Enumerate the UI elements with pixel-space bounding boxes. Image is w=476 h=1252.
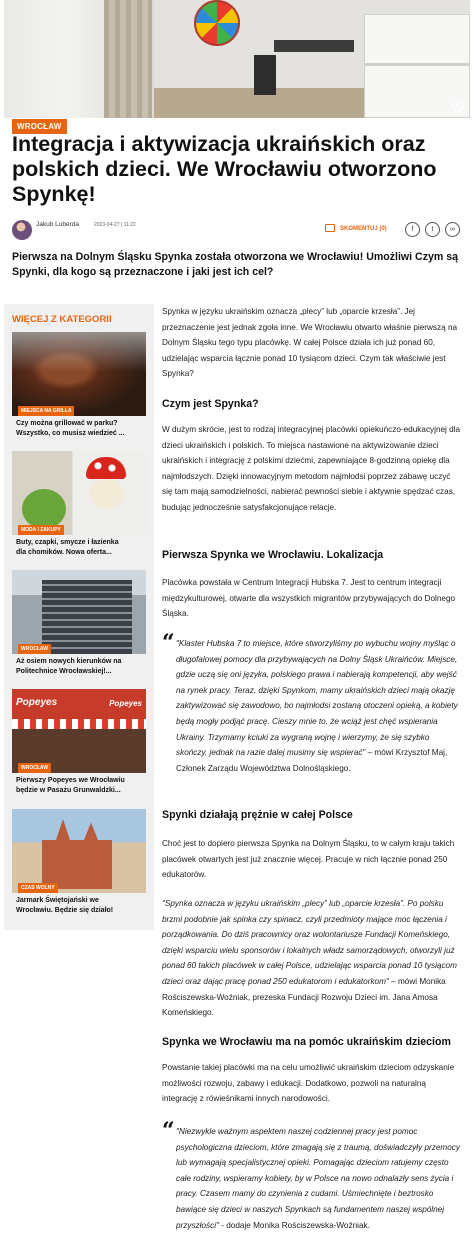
hamster-shape (90, 479, 124, 509)
related-card[interactable] (12, 451, 146, 558)
twitter-icon[interactable]: t (425, 222, 440, 237)
related-card-headline[interactable]: Pierwszy Popeyes we Wrocławiu będzie w Pasażu Grunwaldzki... (16, 777, 125, 794)
quote-italic: "Spynka oznacza w języku ukraińskim „plecy” lub „oparcie krzesła”. Po polsku brzmi podobnie jak spinka czy spinacz, czyli przedmioty mające moc łączenia i porządkowania. Do dziś pracownicy oraz wolontariusze Fundacji Komeńskiego, dzięki wsparciu wielu sponsorów i lokalnych władz samorządowych, otworzyli już ponad 60 takich placówek w całej Polsce, udzielając wsparcia ponad 10 tysiącom dzieci oraz dając pracę ponad 250 edukatorom i edukatorkom" (162, 899, 457, 986)
related-card[interactable] (12, 689, 146, 796)
building-shape (42, 580, 132, 654)
paragraph-what-is: W dużym skrócie, jest to rodzaj integracyjnej placówki opiekuńczo-edukacyjnej dla dzieci ukraińskich i polskich. To miejsca nastawione na aktywizowanie dzieci ukraińskich i integrację z polskimi dziećmi, zapewniające 8-godzinną opiekę dla najmłodszych. Dzięki innowacyjnym metodom najmłodsi poprzez zabawę uczyć się tam mają samodzielności, nabierać pewności siebie i aktywnie spędzać czas, budując jednocześnie satysfakcjonujące relacje. (162, 425, 461, 512)
related-card-category[interactable]: MODA I ZAKUPY (18, 525, 64, 535)
article-lead: Pierwsza na Dolnym Śląsku Spynka została otworzona we Wrocławiu! Umożliwi Czym są Spynki, dla kogo są przeznaczone i jaki jest ich cel? (12, 251, 459, 278)
related-card-image[interactable] (12, 451, 146, 535)
quote-italic: "Niezwykle ważnym aspektem naszej codziennej pracy jest pomoc psychologiczna dzieciom, które zmagają się z traumą, doświadczyły przemocy lub wymagają specjalistycznej opieki. Pomagając dzieciom ratujemy często całe rodziny, wspieramy kobiety, by w Polsce na nowo odnalazły sens życia i pracy. Czasem mamy do czynienia z cudami. Uśmiechnięte i beztrosko bawiące się dzieci w naszych Spynkach są fundamentem naszej wspólnej przyszłości" (176, 1127, 460, 1230)
related-card-image[interactable] (12, 689, 146, 773)
hero-image (4, 0, 470, 118)
related-card-headline[interactable]: Buty, czapki, smycze i łazienka dla chomików. Nowa oferta... (16, 539, 119, 556)
article-meta (12, 220, 464, 242)
mushroom-hat-shape (86, 457, 126, 479)
related-card-image[interactable] (12, 332, 146, 416)
heading-what-is: Czym jest Spynka? (162, 398, 259, 410)
author-avatar[interactable] (12, 220, 32, 240)
hero-curtain (104, 0, 152, 118)
heading-first-spynka: Pierwsza Spynka we Wrocławiu. Lokalizacja (162, 549, 384, 561)
quote-text (176, 636, 460, 776)
related-card[interactable] (12, 809, 146, 916)
comments-link[interactable]: SKOMENTUJ (0) (340, 226, 387, 232)
publish-date: 2023-04-27 (94, 222, 120, 228)
popeyes-logo: Popeyes (16, 697, 58, 708)
awning-shape (12, 719, 146, 729)
heading-help: Spynka we Wrocławiu ma na pomóc ukraińskim dzieciom (162, 1036, 451, 1048)
quote-author: - dodaje Monika Rościszewska-Woźniak. (218, 1220, 370, 1230)
hero-table (274, 40, 354, 52)
related-sidebar (4, 304, 154, 930)
related-card-category[interactable]: MIEJSCA NA GRILLA (18, 406, 74, 416)
link-icon[interactable]: ∞ (445, 222, 460, 237)
related-card-category[interactable]: WROCŁAW (18, 763, 51, 773)
quote-author: – mówi Krzysztof Maj, Członek Zarządu Województwa Dolnośląskiego. (176, 748, 448, 773)
related-card-image[interactable] (12, 570, 146, 654)
paragraph-intro: Spynka w języku ukraińskim oznacza „plecy” lub „oparcie krzesła”. Jej przeznaczenie jest jednak zgoła inne. We Wrocławiu otwarto właśnie pierwszą na Dolnym Śląsku tego typu placówkę. W całej Polsce działa ich już ponad 60, udzielając wsparcia łącznie ponad 10 tysiącom dzieci. Czym tak właściwie jest Spynka? (162, 307, 458, 379)
quote-text (176, 1124, 460, 1233)
sidebar-heading: WIĘCEJ Z KATEGORII (12, 314, 112, 325)
hero-color-wheel (194, 0, 240, 46)
quote-mark-icon: “ (162, 1118, 175, 1144)
related-card-headline[interactable]: Aż osiem nowych kierunków na Politechnice Wrocławskiej!... (16, 658, 122, 675)
comment-icon[interactable] (325, 224, 335, 232)
related-card-headline[interactable]: Czy można grillować w parku? Wszystko, co musisz wiedzieć ... (16, 420, 125, 437)
related-card[interactable] (12, 332, 146, 439)
related-card[interactable] (12, 570, 146, 677)
related-card-category[interactable]: CZAS WOLNY (18, 883, 58, 893)
quote-author: – mówi Monika Rościszewska-Woźniak, prezeska Fundacji Rozwoju Dzieci im. Jana Amosa Komeńskiego. (162, 976, 446, 1018)
publish-time: 11:22 (123, 222, 136, 228)
quote-italic: "Klaster Hubska 7 to miejsce, które stworzyliśmy po wybuchu wojny myśląc o długofalowej pomocy dla przybywających na Dolny Śląsk Ukraińców. Miejsce, gdzie uczą się oni języka, polskiego prawa i nabierają kompetencji, aby wejść na rynek pracy. Teraz, dzięki Spynkom, mamy ukraińskich dzieci mają okazję zaktywizować się zawodowo, bo najmłodsi zostaną otoczeni opieką, a kobiety będą mogły podjąć pracę. Cieszy mnie to, że wciąż jest chęć wspierania Ukrainy. Trzymamy kciuki za wygraną wojnę i wierzymy, że się szybko skończy, jednak na razie dalej musimy się wspierać" (176, 639, 458, 758)
article-title: Integracja i aktywizacja ukraińskich oraz polskich dzieci. We Wrocławiu otworzono Spynkę! (12, 132, 437, 206)
paragraph-help: Powstanie takiej placówki ma na celu umożliwić ukraińskim dzieciom odzyskanie możliwości rozwoju, zabawy i edukacji. Dodatkowo, pozwoli na naturalną integrację z rówieśnikami innych narodowości. (162, 1063, 455, 1104)
town-hall-shape (42, 819, 112, 889)
quote-plain (162, 896, 462, 1021)
leaf-shape (22, 489, 66, 529)
paragraph-location: Placówka powstała w Centrum Integracji Hubska 7. Jest to centrum integracji międzykulturowej, otwarte dla wszystkich migrantów przybywających do Dolnego Śląska. (162, 578, 456, 619)
info-icon[interactable]: i (452, 100, 464, 112)
category-badge[interactable]: WROCŁAW (12, 119, 67, 134)
author-name[interactable]: Jakub Luberda (36, 221, 80, 228)
heading-poland: Spynki działają prężnie w całej Polsce (162, 809, 353, 821)
related-card-image[interactable] (12, 809, 146, 893)
hero-chair (254, 55, 276, 95)
related-card-headline[interactable]: Jarmark Świętojański we Wrocławiu. Będzie się działo! (16, 897, 114, 914)
related-card-category[interactable]: WROCŁAW (18, 644, 51, 654)
paragraph-poland: Choć jest to dopiero pierwsza Spynka na Dolnym Śląsku, to w całym kraju takich placówek otwartych jest już znacznie więcej. Pracuje w nich łącznie ponad 250 edukatorów. (162, 839, 455, 880)
quote-mark-icon: “ (162, 630, 175, 656)
facebook-icon[interactable]: f (405, 222, 420, 237)
publish-datetime: 2023-04-27 | 11:22 (94, 222, 136, 228)
popeyes-logo-2: Popeyes (109, 699, 142, 708)
